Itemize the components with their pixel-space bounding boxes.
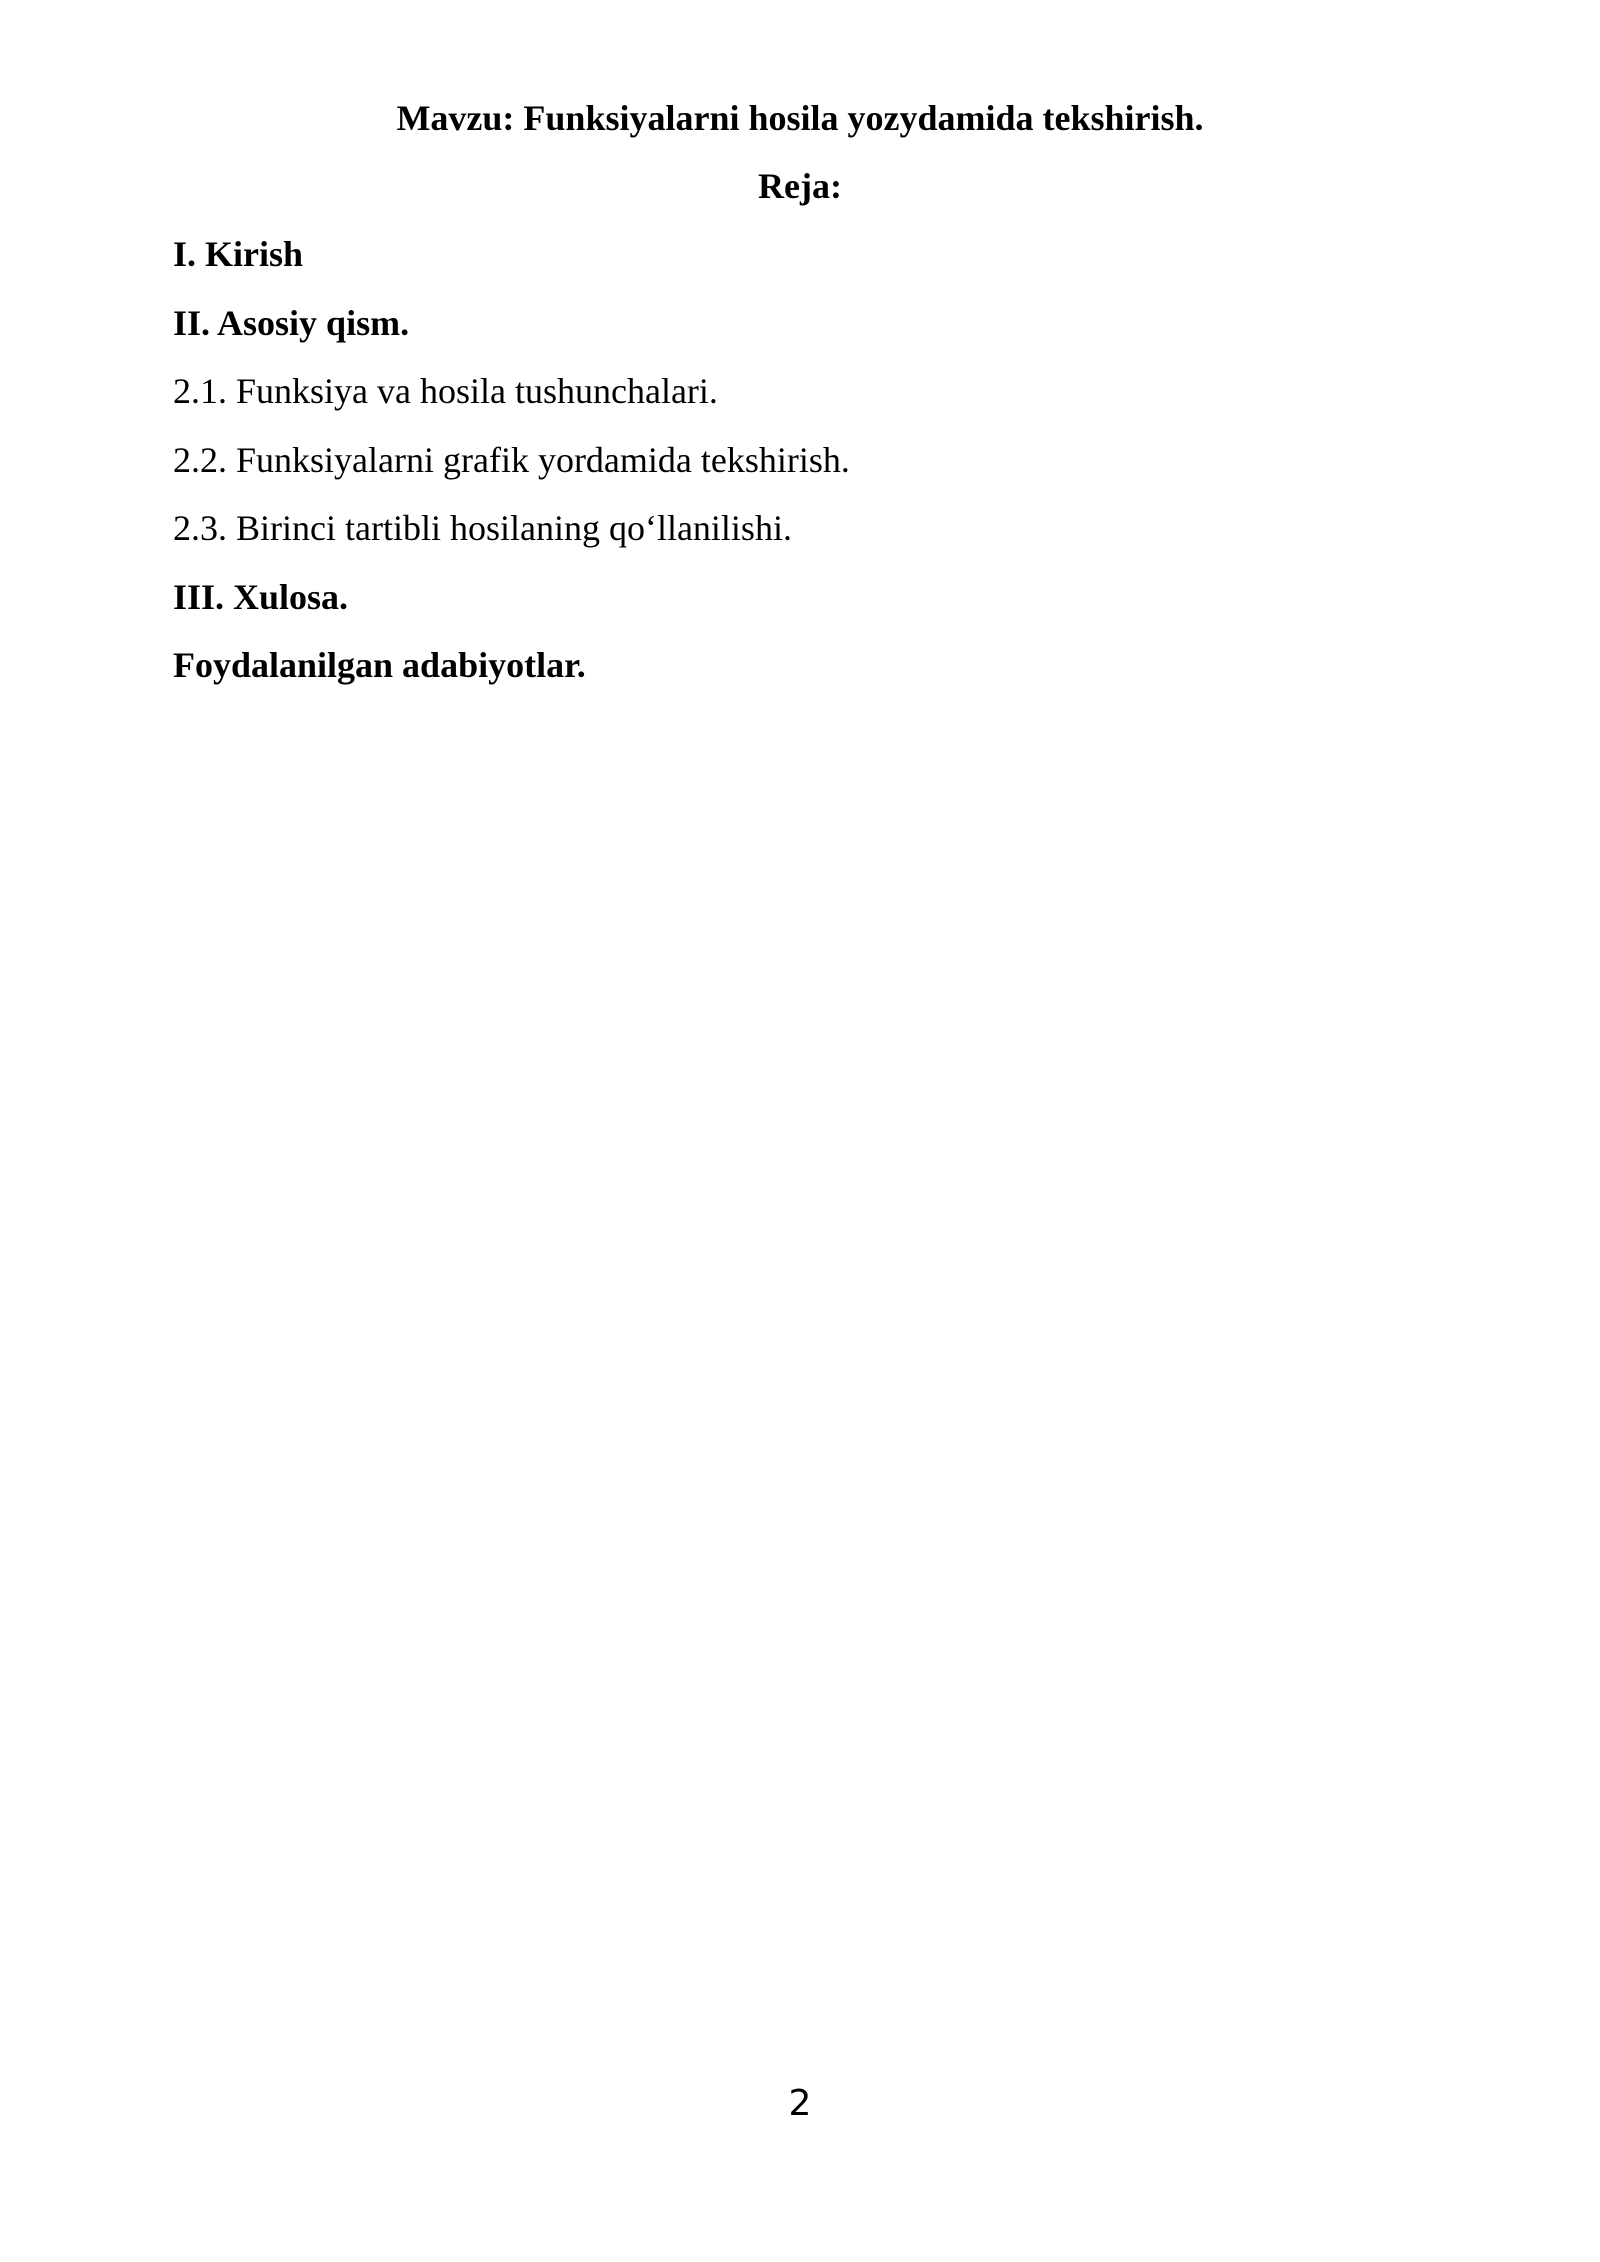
plan-heading: Reja: [758,166,842,206]
plan-item-main-part: II. Asosiy qism. [173,302,410,343]
plan-item-2-2: 2.2. Funksiyalarni grafik yordamida tekshirish. [173,439,850,480]
plan-item-introduction: I. Kirish [173,234,304,274]
plan-item-2-1: 2.1. Funksiya va hosila tushunchalari. [173,371,718,411]
plan-item-conclusion: III. Xulosa. [173,576,349,617]
plan-list [173,232,1473,712]
plan-item-2-3: 2.3. Birinci tartibli hosilaning qo‘llanilishi. [173,508,792,548]
document-title: Mavzu: Funksiyalarni hosila yozydamida tekshirish. [396,98,1204,138]
plan-item-references: Foydalanilgan adabiyotlar. [173,645,586,685]
page-number: 2 [788,2083,812,2124]
